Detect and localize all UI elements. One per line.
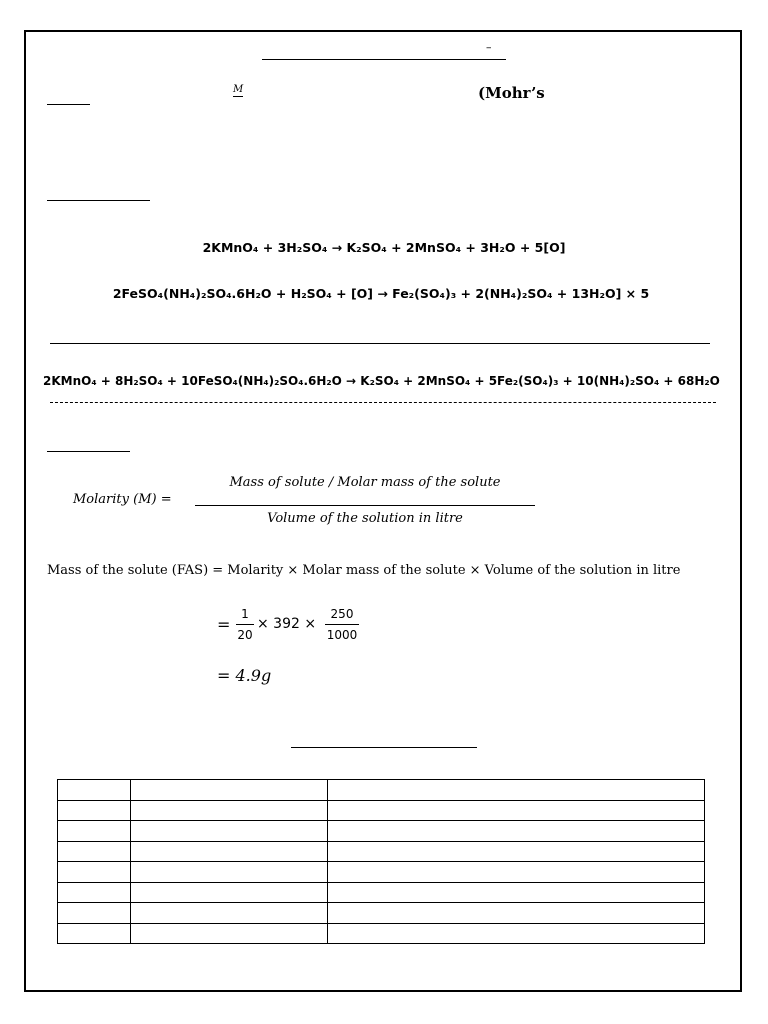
table-cell: [328, 862, 705, 883]
table-cell: [58, 903, 131, 924]
table-cell: [131, 923, 328, 944]
reaction-equation-2: 2FeSO₄(NH₄)₂SO₄.6H₂O + H₂SO₄ + [O] → Fe₂(SO₄)₃ + 2(NH₄)₂SO₄ + 13H₂O] × 5: [112, 286, 650, 301]
table-cell: [328, 882, 705, 903]
table-cell: [328, 841, 705, 862]
molarity-denominator: Volume of the solution in litre: [267, 511, 463, 526]
table-cell: [328, 903, 705, 924]
table-cell: [58, 882, 131, 903]
table-cell: [58, 923, 131, 944]
fraction-1-denominator: 20: [237, 628, 253, 642]
title-mark: –: [486, 41, 492, 54]
table-row: [58, 780, 705, 801]
fraction-one-twentieth: [236, 607, 254, 642]
table-row: [58, 841, 705, 862]
molarity-fraction-bar: [195, 505, 535, 506]
molarity-numerator: Mass of solute / Molar mass of the solute: [229, 475, 501, 490]
table-cell: [328, 800, 705, 821]
table-cell: [131, 780, 328, 801]
table-row: [58, 923, 705, 944]
reaction-equation-1: 2KMnO₄ + 3H₂SO₄ → K₂SO₄ + 2MnSO₄ + 3H₂O + 5[O]: [202, 240, 566, 255]
observation-table-body: [58, 780, 705, 944]
calc-step-equals: =: [217, 615, 231, 634]
observation-heading-underline: [291, 747, 477, 748]
table-cell: [58, 780, 131, 801]
net-equation-underline: [50, 402, 716, 403]
table-cell: [328, 923, 705, 944]
table-cell: [328, 821, 705, 842]
net-reaction-equation: 2KMnO₄ + 8H₂SO₄ + 10FeSO₄(NH₄)₂SO₄.6H₂O → K₂SO₄ + 2MnSO₄ + 5Fe₂(SO₄)₃ + 10(NH₄)₂SO₄ + 68H₂O: [43, 374, 720, 388]
fraction-2-numerator: 250: [330, 607, 354, 621]
table-row: [58, 903, 705, 924]
table-cell: [131, 882, 328, 903]
calc-step-multiplier: × 392 ×: [257, 616, 317, 632]
table-cell: [58, 800, 131, 821]
table-row: [58, 882, 705, 903]
observation-table: [57, 779, 705, 944]
table-cell: [58, 862, 131, 883]
table-row: [58, 800, 705, 821]
molarity-lhs: Molarity (M) =: [73, 492, 172, 507]
fraction-2-bar: [325, 624, 359, 625]
molarity-symbol: M: [233, 84, 244, 95]
table-row: [58, 862, 705, 883]
fraction-2-denominator: 1000: [326, 628, 358, 642]
calc-result: = 4.9g: [217, 666, 272, 685]
table-cell: [131, 821, 328, 842]
mohrs-salt-text: (Mohr’s: [478, 84, 545, 102]
title-underline: [262, 59, 506, 60]
table-cell: [328, 780, 705, 801]
table-cell: [131, 841, 328, 862]
table-row: [58, 821, 705, 842]
mass-of-solute-formula: Mass of the solute (FAS) = Molarity × Molar mass of the solute × Volume of the solution in litre: [47, 563, 681, 578]
aim-heading-underline: [47, 104, 90, 105]
table-cell: [131, 800, 328, 821]
equation-separator: [50, 343, 710, 344]
fraction-1-bar: [236, 624, 254, 625]
table-cell: [131, 862, 328, 883]
calculation-heading-underline: [47, 451, 130, 452]
fraction-1-numerator: 1: [241, 607, 249, 621]
table-cell: [58, 821, 131, 842]
table-cell: [131, 903, 328, 924]
table-cell: [58, 841, 131, 862]
fraction-volume: [325, 607, 359, 642]
principle-heading-underline: [47, 200, 150, 201]
